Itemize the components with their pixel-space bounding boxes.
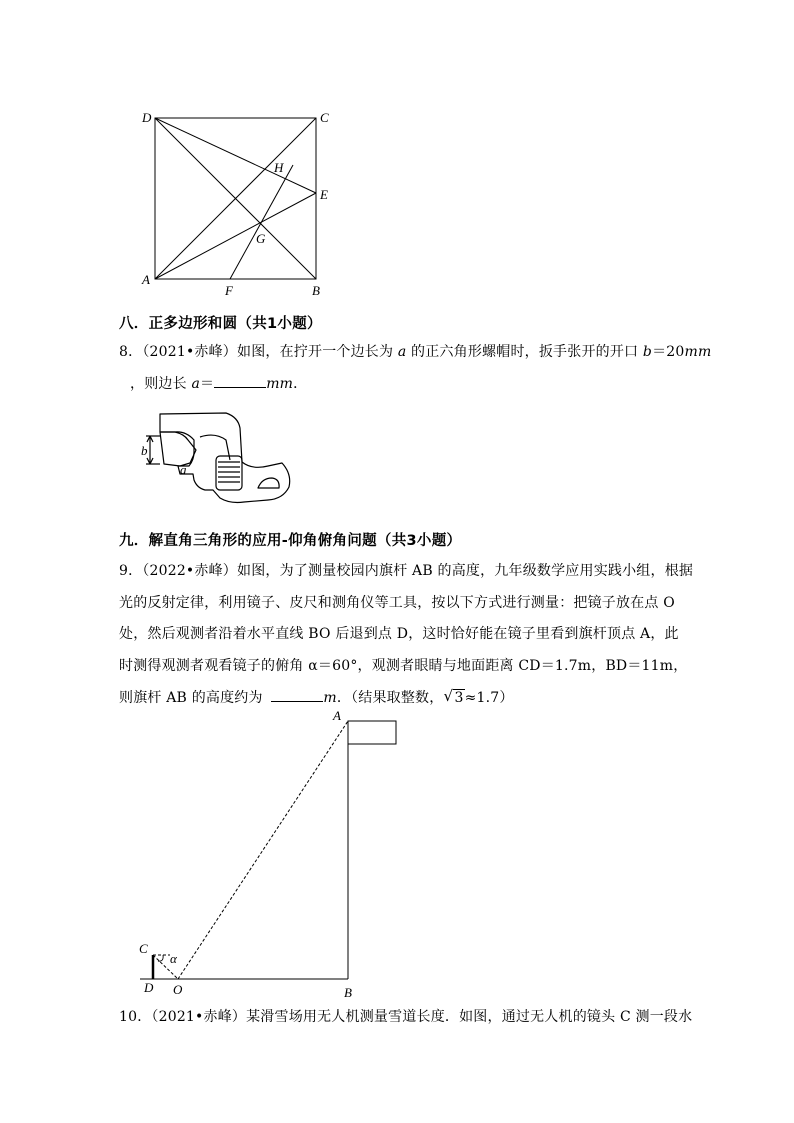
q9-unit: m (323, 690, 337, 706)
wrench-body (160, 413, 290, 503)
segment-ae (155, 193, 316, 279)
q9-line5-text: 则旗杆 AB 的高度约为 (119, 690, 268, 706)
q8-unit-2: mm (266, 376, 294, 392)
flagpole-figure (134, 706, 404, 1006)
label-d-ground: D (144, 980, 154, 995)
q9-line5-note: ．（结果取整数， (336, 690, 444, 706)
q8-line2-eq: ＝ (200, 376, 215, 392)
question-9-line1: 9．（2022•赤峰）如图，为了测量校园内旗杆 AB 的高度，九年级数学应用实践小组，根据 (119, 563, 694, 579)
section-8-title: 八．正多边形和圆（共1小题） (119, 316, 322, 332)
label-a: A (142, 272, 150, 287)
wrench-hole (258, 478, 279, 488)
question-9-line5 (119, 687, 514, 708)
label-c: C (320, 110, 329, 125)
q9-line5-approx: ≈1.7） (464, 690, 514, 706)
section-9-title: 九．解直角三角形的应用-仰角俯角问题（共3小题） (119, 533, 462, 549)
q8-answer-blank[interactable] (214, 373, 266, 388)
segment-de (155, 118, 316, 193)
label-e: E (320, 187, 328, 202)
wrench-figure (136, 404, 298, 512)
q8-num: 8． (119, 344, 143, 360)
square-figure (140, 108, 340, 298)
label-b-small: b (141, 443, 148, 458)
label-o: O (173, 982, 183, 997)
question-10-line1: 10．（2021•赤峰）某滑雪场用无人机测量雪道长度．如图，通过无人机的镜头 C 测一段水 (119, 1009, 693, 1025)
q8-line2-var: a (191, 376, 200, 392)
q8-unit-1: mm (684, 344, 712, 360)
label-d: D (142, 110, 152, 125)
flag (348, 721, 396, 744)
q8-source: （2021•赤峰） (142, 344, 237, 360)
label-a-top: A (333, 708, 341, 723)
label-b: B (312, 283, 320, 298)
label-alpha: α (170, 951, 177, 966)
sqrt-radicand: 3 (454, 690, 464, 706)
q8-text-2: 的正六角形螺帽时，扳手张开的开口 (406, 344, 643, 360)
label-a-small: a (180, 462, 187, 477)
sqrt-symbol: √ 3 (443, 687, 464, 706)
question-9-line3: 处，然后观测者沿着水平直线 BO 后退到点 D，这时恰好能在镜子里看到旗杆顶点 A，此 (119, 626, 679, 642)
sightline-oa (178, 721, 348, 979)
question-8-line2 (130, 373, 307, 394)
segment-fh (230, 165, 293, 279)
label-f: F (225, 283, 233, 298)
q8-text-3: ＝20 (652, 344, 685, 360)
label-g: G (256, 231, 266, 246)
label-c-obs: C (139, 941, 148, 956)
q9-answer-blank[interactable] (271, 687, 323, 702)
q8-var-b: b (642, 344, 653, 360)
question-9-line4: 时测得观测者观看镜子的俯角 α＝60°，观测者眼睛与地面距离 CD＝1.7m，BD＝11m， (119, 658, 688, 674)
wrench-screw (216, 456, 242, 490)
q8-var-a: a (397, 344, 407, 360)
q8-text-1: 如图，在拧开一个边长为 (237, 344, 398, 360)
q8-end: ． (293, 376, 308, 392)
q8-line2-text: ，则边长 (130, 376, 192, 392)
question-9-line2: 光的反射定律，利用镜子、皮尺和测角仪等工具，按以下方式进行测量：把镜子放在点 O (119, 595, 675, 611)
question-8-line1 (119, 342, 711, 362)
label-b-bottom: B (344, 985, 352, 1000)
label-h: H (274, 160, 284, 175)
